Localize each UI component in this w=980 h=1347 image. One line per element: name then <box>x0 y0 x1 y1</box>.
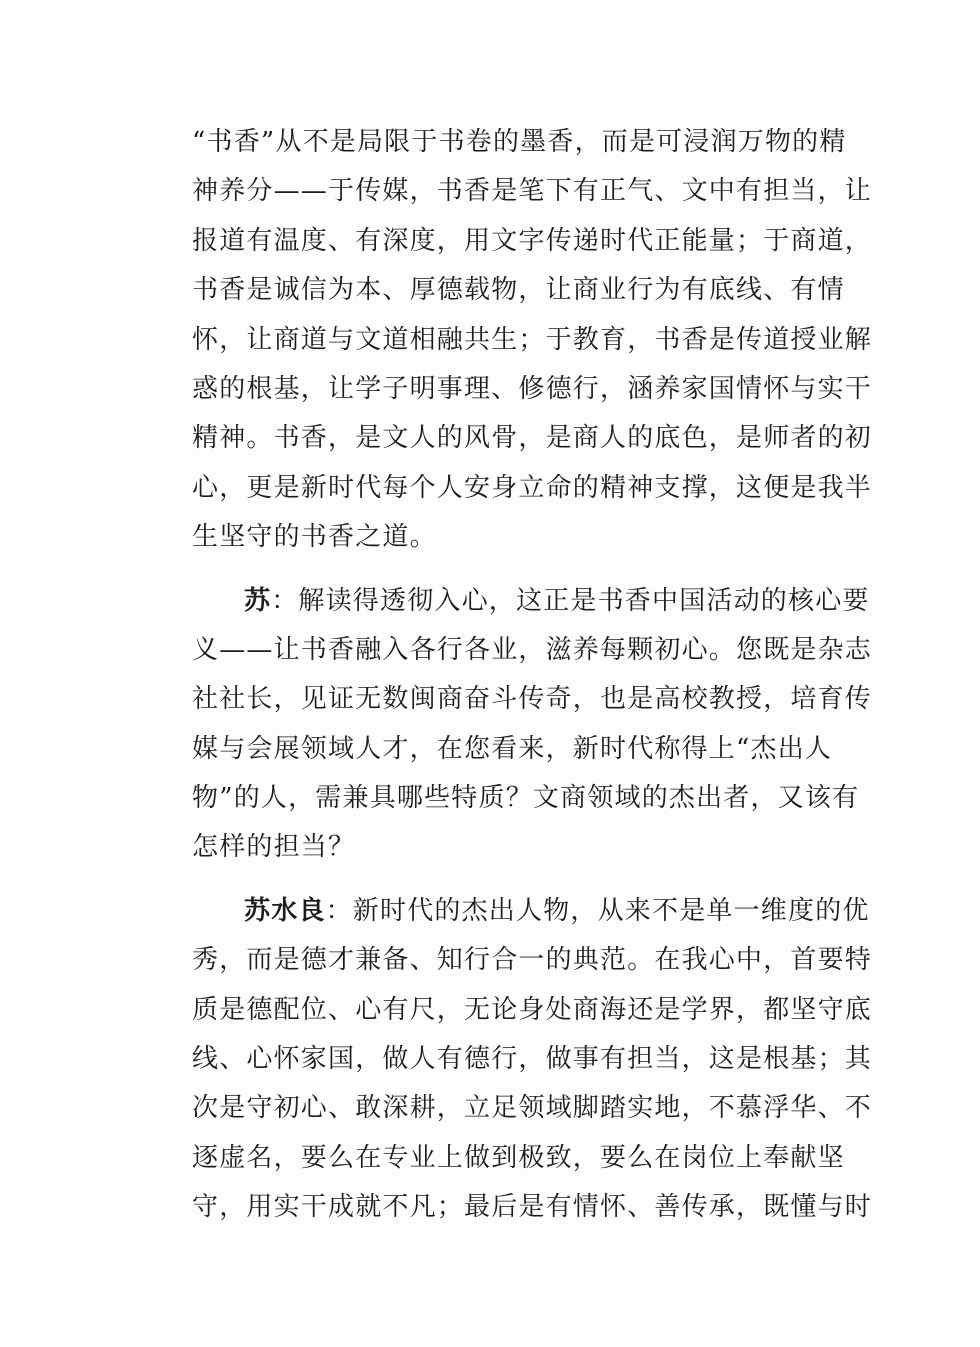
paragraph-gap <box>192 873 832 887</box>
text-line: “书香”从不是局限于书卷的墨香，而是可浸润万物的精 <box>192 127 847 157</box>
article-body <box>192 118 873 1233</box>
text-line: 怎样的担当？ <box>192 832 356 863</box>
text-line: 社社长，见证无数闽商奋斗传奇，也是高校教授，培育传 <box>192 684 873 715</box>
text-line <box>192 577 870 626</box>
paragraph-gap <box>192 563 832 577</box>
text-line: 秀，而是德才兼备、知行合一的典范。在我心中，首要特 <box>192 945 873 976</box>
text-line: 守，用实干成就不凡；最后是有情怀、善传承，既懂与时 <box>192 1192 873 1223</box>
text-line: 线、心怀家国，做人有德行，做事有担当，这是根基；其 <box>192 1044 873 1075</box>
paragraph-question-su <box>192 577 873 873</box>
text-line: 义——让书香融入各行各业，滋养每颗初心。您既是杂志 <box>192 634 873 665</box>
text-line: 逐虚名，要么在专业上做到极致，要么在岗位上奉献坚 <box>192 1142 845 1173</box>
text-fragment: ：新时代的杰出人物，从来不是单一维度的优 <box>325 895 870 926</box>
text-line: 怀，让商道与文道相融共生；于教育，书香是传道授业解 <box>192 324 873 355</box>
text-fragment: ：解读得透彻入心，这正是书香中国活动的核心要 <box>271 585 870 616</box>
text-line: 次是守初心、敢深耕，立足领域脚踏实地，不慕浮华、不 <box>192 1093 873 1124</box>
paragraph-answer-su-shuiliang <box>192 887 873 1233</box>
text-line: 报道有温度、有深度，用文字传递时代正能量；于商道， <box>192 225 873 256</box>
paragraph-answer-book-fragrance <box>192 118 873 563</box>
text-line: 质是德配位、心有尺，无论身处商海还是学界，都坚守底 <box>192 994 873 1025</box>
text-line: 神养分——于传媒，书香是笔下有正气、文中有担当，让 <box>192 176 873 207</box>
speaker-label: 苏水良 <box>244 895 326 926</box>
text-line: 媒与会展领域人才，在您看来，新时代称得上“杰出人 <box>192 733 833 764</box>
text-line: 物”的人，需兼具哪些特质？文商领域的杰出者，又该有 <box>192 783 860 814</box>
text-line: 精神。书香，是文人的风骨，是商人的底色，是师者的初 <box>192 423 873 454</box>
speaker-label: 苏 <box>244 585 272 616</box>
text-line <box>192 887 870 936</box>
text-line: 惑的根基，让学子明事理、修德行，涵养家国情怀与实干 <box>192 373 873 404</box>
text-line: 书香是诚信为本、厚德载物，让商业行为有底线、有情 <box>192 275 845 306</box>
text-line: 生坚守的书香之道。 <box>192 522 437 553</box>
text-line: 心，更是新时代每个人安身立命的精神支撑，这便是我半 <box>192 472 873 503</box>
